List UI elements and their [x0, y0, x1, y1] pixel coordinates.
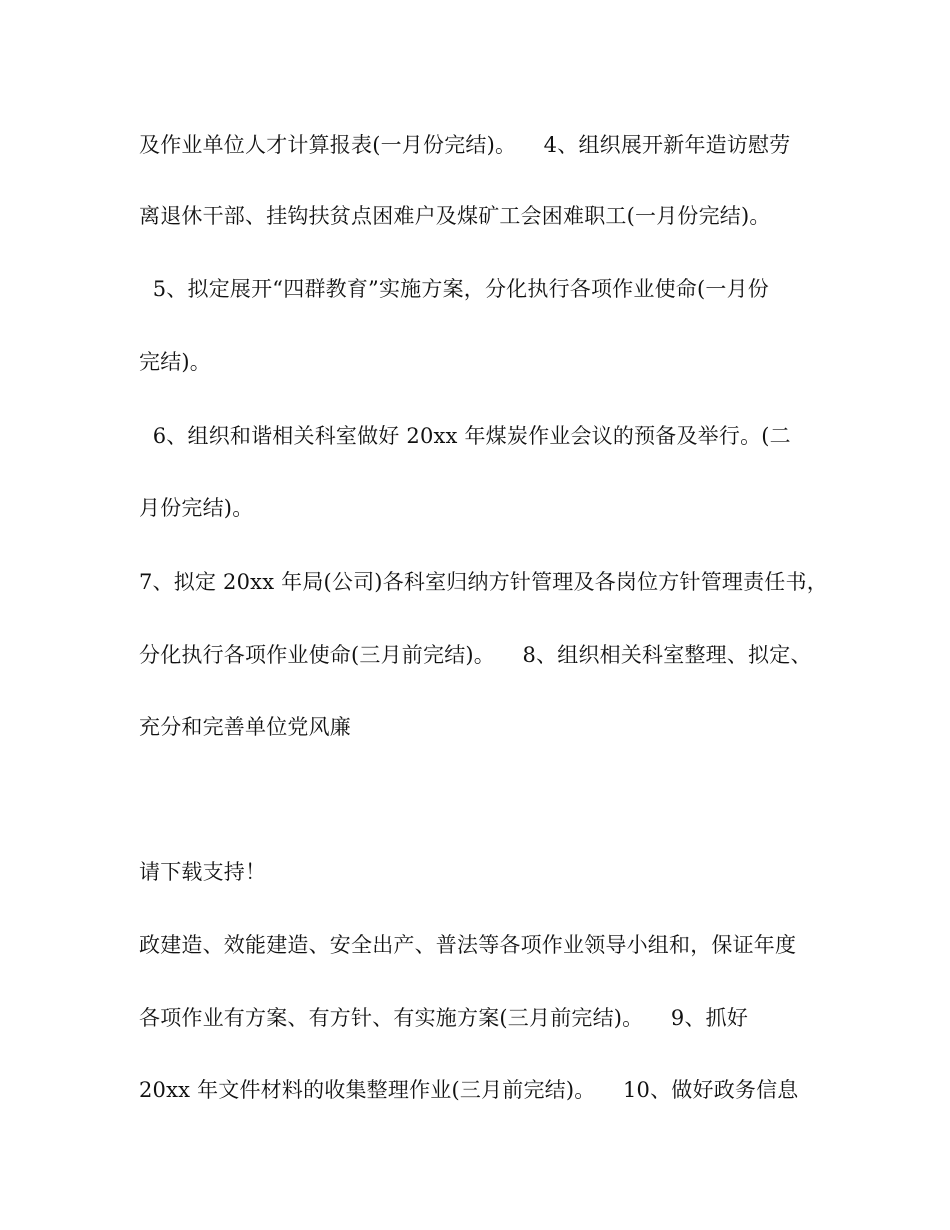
text-line-2: 离退休干部、挂钩扶贫点困难户及煤矿工会困难职工(一月份完结)。	[139, 204, 771, 228]
text-line-11: 各项作业有方案、有方针、有实施方案(三月前完结)。 9、抓好	[139, 1006, 749, 1030]
text-line-4: 完结)。	[139, 350, 211, 374]
text-line-9: 充分和完善单位党风廉	[139, 715, 351, 739]
text-line-3: 5、拟定展开“四群教育”实施方案，分化执行各项作业使命(一月份	[139, 277, 769, 301]
text-line-8: 分化执行各项作业使命(三月前完结)。 8、组织相关科室整理、拟定、	[139, 643, 812, 667]
text-line-5: 6、组织和谐相关科室做好 20xx 年煤炭作业会议的预备及举行。(二	[139, 424, 791, 448]
text-line-7: 7、拟定 20xx 年局(公司)各科室归纳方针管理及各岗位方针管理责任书，	[139, 570, 828, 594]
download-support-text: 请下载支持！	[139, 860, 267, 884]
text-line-6: 月份完结)。	[139, 496, 254, 520]
text-line-1: 及作业单位人才计算报表(一月份完结)。 4、组织展开新年造访慰劳	[139, 133, 791, 157]
text-line-12: 20xx 年文件材料的收集整理作业(三月前完结)。 10、做好政务信息	[139, 1078, 799, 1102]
text-line-10: 政建造、效能建造、安全出产、普法等各项作业领导小组和，保证年度	[139, 933, 797, 957]
